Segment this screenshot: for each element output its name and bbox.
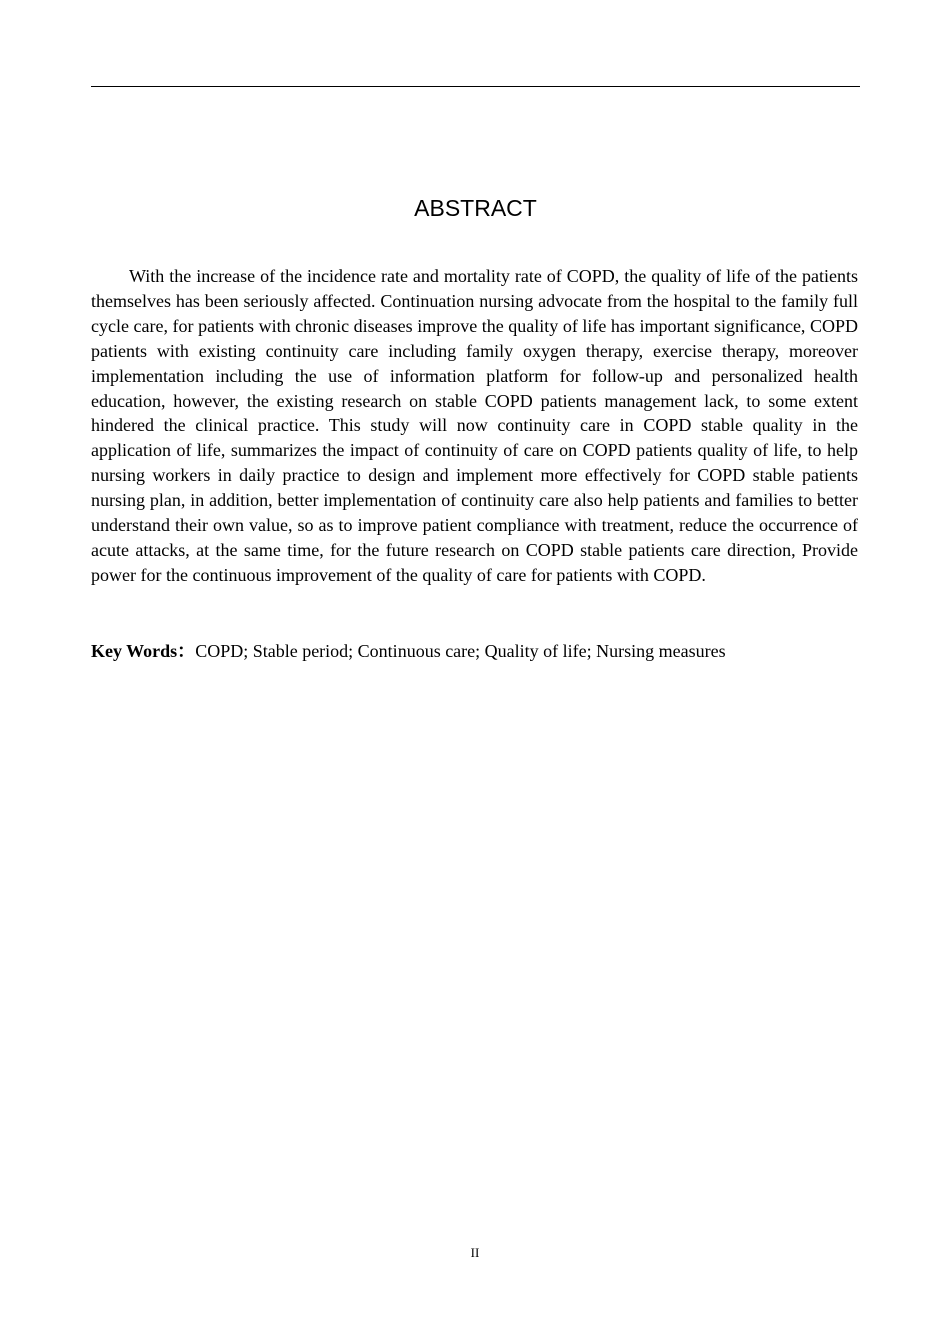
keywords-label: Key Words： [91,641,196,661]
abstract-title: ABSTRACT [414,195,537,221]
abstract-body: With the increase of the incidence rate and mortality rate of COPD, the quality of life of the patients themselves has been seriously affected. Continuation nursing advocate from the hospital to the family full cycle care, for patients with chronic diseases improve the quality of life has important significance, COPD patients with existing continuity care including family oxygen therapy, exercise therapy, moreover implementation including the use of information platform for follow-up and personalized health education, however, the existing research on stable COPD patients management lack, to some extent hindered the clinical practice. This study will now continuity care in COPD stable quality in the application of life, summarizes the impact of continuity of care on COPD patients quality of life, to help nursing workers in daily practice to design and implement more effectively for COPD stable patients nursing plan, in addition, better implementation of continuity care also help patients and families to better understand their own value, so as to improve patient compliance with treatment, reduce the occurrence of acute attacks, at the same time, for the future research on COPD stable patients care direction, Provide power for the continuous improvement of the quality of care for patients with COPD. [91,266,858,585]
keywords-line [91,638,860,664]
header-rule [91,86,860,87]
keywords-text: COPD; Stable period; Continuous care; Quality of life; Nursing measures [195,641,726,661]
page-number: II [470,1245,480,1260]
